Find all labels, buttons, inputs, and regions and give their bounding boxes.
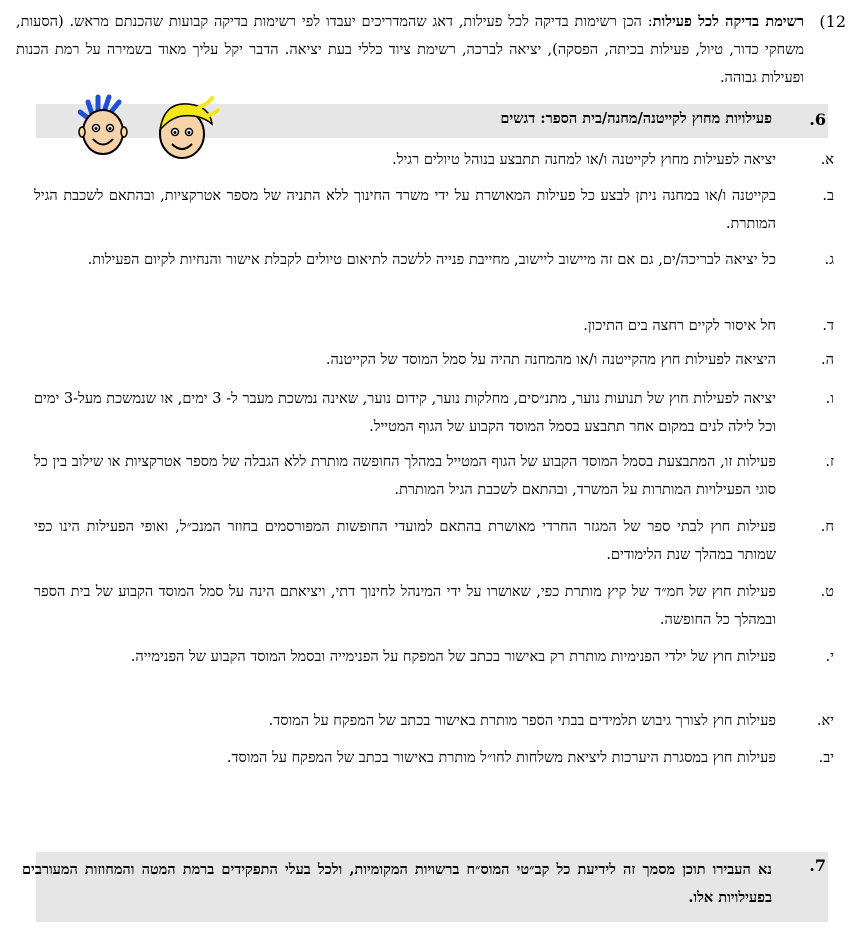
- list-text: פעילות חוץ במסגרת היערכות ליציאת משלחות לחו״ל מותרת באישור בכתב של המפקח על המוסד.: [226, 750, 776, 766]
- list-item: [34, 707, 834, 735]
- list-letter: י.: [825, 649, 834, 665]
- list-text: פעילות חוץ של ילדי הפנימיות מותרת רק באישור בכתב של המפקח על הפנימייה ובסמל המוסד הקבוע של הפנימייה.: [130, 649, 776, 665]
- list-letter: ב.: [822, 188, 834, 204]
- list-letter: ח.: [820, 519, 834, 535]
- list-letter: ה.: [821, 352, 834, 368]
- list-letter: ו.: [825, 391, 834, 407]
- list-text: יציאה לפעילות מחוץ לקייטנה ו/או למחנה תתבצע בנוהל טיולים רגיל.: [392, 152, 776, 168]
- list-text: פעילות חוץ של חמ״ד של קיץ מותרת כפי, שאושרו על ידי המינהל לחינוך דתי, ויציאתם הינה על סמל המוסד הקבוע של בית הספר ובמהלך כל החופשה.: [34, 584, 776, 628]
- list-letter: יב.: [818, 750, 834, 766]
- section-6-title: פעילויות מחוץ לקייטנה/מחנה/בית הספר: דגשים: [500, 110, 772, 127]
- checklist-text: [16, 8, 804, 92]
- list-item: [34, 448, 834, 504]
- checklist-body: : הכן רשימות בדיקה לכל פעילות, דאג שהמדריכים יעבדו לפי רשימות בדיקה קבועות שהכנתם מראש. (הסעות, משחקי כדור, טיול, פעילות בכיתה, הפסקה), יציאה לברכה, רשימת ציוד כללי בעת יציאה. הדבר יקל עליך מאוד בשמירה על רמת הכנות ופעילות גבוהה.: [16, 14, 804, 86]
- list-text: היציאה לפעילות חוץ מהקייטנה ו/או מהמחנה תהיה על סמל המוסד של הקייטנה.: [325, 352, 776, 368]
- list-item: [34, 246, 834, 274]
- list-text: פעילות חוץ לבתי ספר של המגזר החרדי מאושרת בהתאם למועדי החופשות המפורסמים בחוזר המנכ״ל, ואופי הפעילות הינו כפי שמותר במהלך שנת הלימודים.: [34, 519, 776, 563]
- list-item: [34, 385, 834, 441]
- list-text: כל יציאה לבריכה/ים, גם אם זה מיישוב ליישוב, מחייבת פנייה ללשכה לתיאום טיולים לקבלת אישור והנחיות לקיום הפעילות.: [87, 252, 776, 268]
- list-text: בקייטנה ו/או במחנה ניתן לבצע כל פעילות המאושרת על ידי משרד החינוך ללא התניה של מספר אטרקציות, ובהתאם לשכבת הגיל המותרת.: [34, 188, 776, 232]
- section-7-number: 7.: [809, 856, 826, 875]
- list-item: [34, 346, 834, 374]
- list-item: [34, 182, 834, 238]
- section-6-number: 6.: [809, 110, 826, 129]
- list-text: פעילות זו, המתבצעת בסמל המוסד הקבוע של הגוף המטייל במהלך החופשה מותרת ללא הגבלה של מספר אטרקציות או שילוב בין כל סוגי הפעילויות המותרות על המשרד, ובהתאם לשכבת הגיל המותרת.: [34, 454, 776, 498]
- checklist-paragraph: [16, 8, 846, 92]
- list-item: [34, 643, 834, 671]
- item-number: 12): [819, 12, 846, 31]
- list-item: [34, 578, 834, 634]
- list-text: פעילות חוץ לצורך גיבוש תלמידים בבתי הספר מותרת באישור בכתב של המפקח על המוסד.: [268, 713, 776, 729]
- list-item: [34, 513, 834, 569]
- list-item: [34, 146, 834, 174]
- checklist-lead: רשימת בדיקה לכל פעילות: [652, 13, 804, 30]
- list-item: [34, 312, 834, 340]
- list-text: חל איסור לקיים רחצה בים התיכון.: [583, 318, 776, 334]
- list-letter: ט.: [820, 584, 834, 600]
- list-text: יציאה לפעילות חוץ של תנועות נוער, מתנ״סים, מחלקות נוער, קידום נוער, שאינה נמשכת מעבר ל- 3 ימים, או שנמשכת מעל-3 ימים וכל לילה לנים במקום אחר תתבצע בסמל המוסד הקבוע של הגוף המטייל.: [34, 391, 776, 435]
- list-letter: א.: [820, 152, 834, 168]
- list-letter: ז.: [825, 454, 834, 470]
- list-letter: ד.: [822, 318, 834, 334]
- list-item: [34, 744, 834, 772]
- list-letter: ג.: [824, 252, 834, 268]
- section-7-text: נא העבירו תוכן מסמך זה לידיעת כל קב״טי המוס״ח ברשויות המקומיות, ולכל בעלי התפקידים ברמת המטה והמחוזות המעורבים בפעילויות אלו.: [22, 861, 772, 906]
- list-letter: יא.: [816, 713, 834, 729]
